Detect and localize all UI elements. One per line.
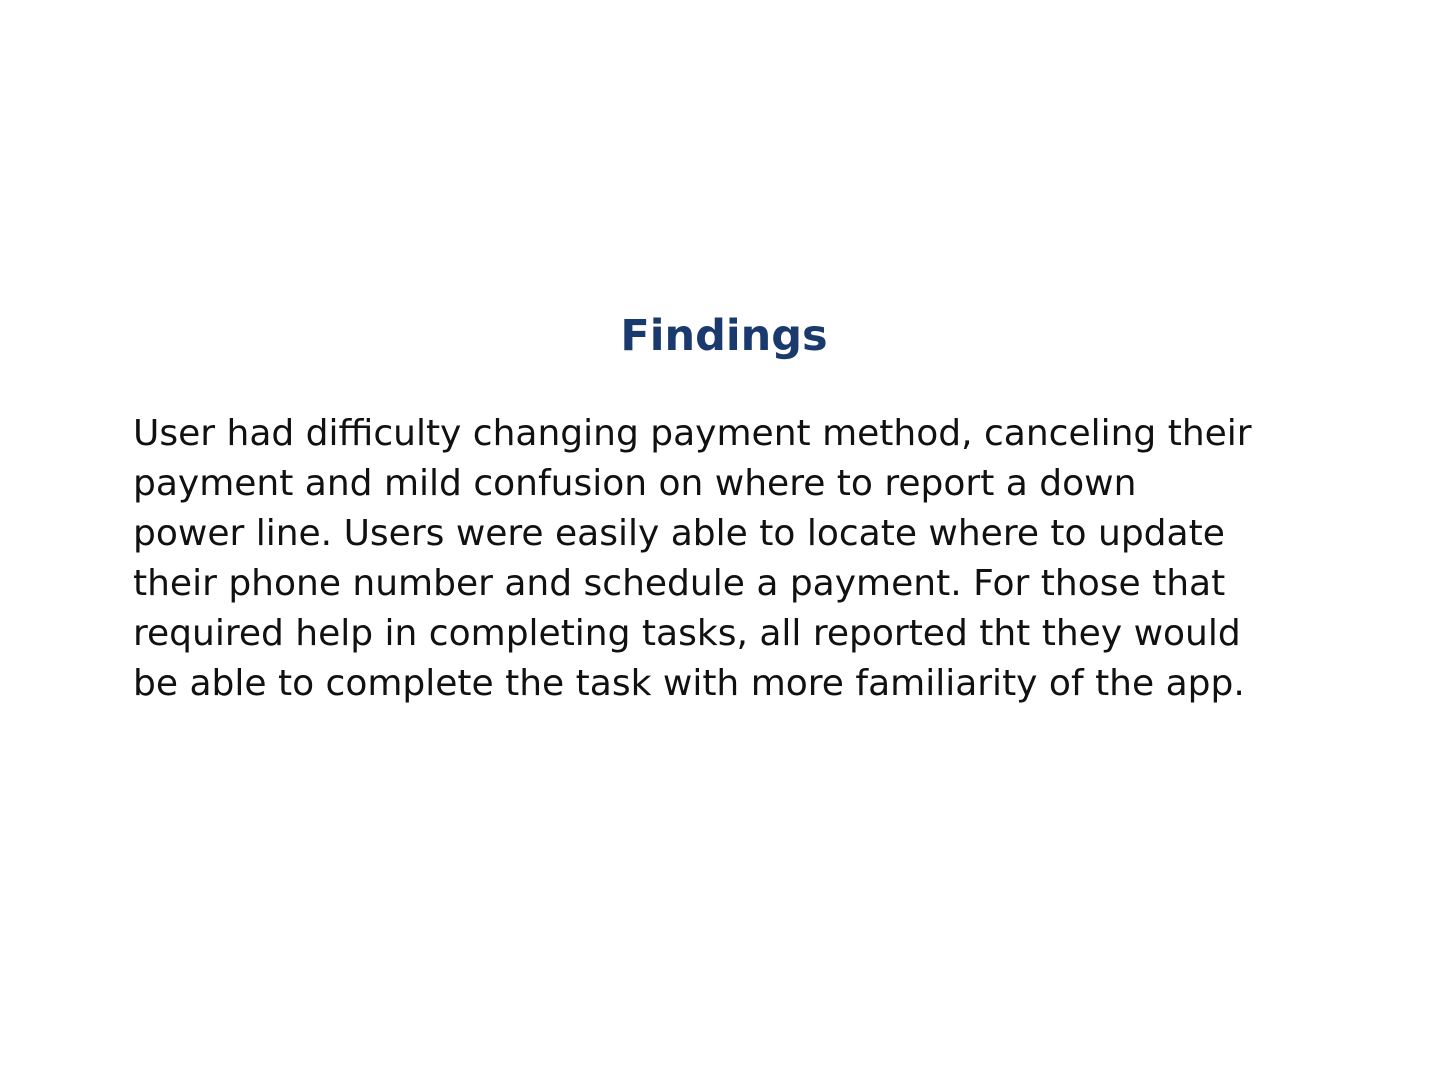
paragraph-line: be able to complete the task with more familiarity of the app. <box>133 663 1245 704</box>
slide-title: Findings <box>620 311 828 361</box>
paragraph-line: User had difficulty changing payment method, canceling their <box>133 413 1252 454</box>
paragraph-line: their phone number and schedule a payment. For those that <box>133 563 1226 604</box>
findings-paragraph <box>133 409 1353 709</box>
paragraph-line: required help in completing tasks, all reported tht they would <box>133 613 1241 654</box>
paragraph-line: power line. Users were easily able to locate where to update <box>133 513 1225 554</box>
paragraph-line: payment and mild confusion on where to report a down <box>133 463 1137 504</box>
